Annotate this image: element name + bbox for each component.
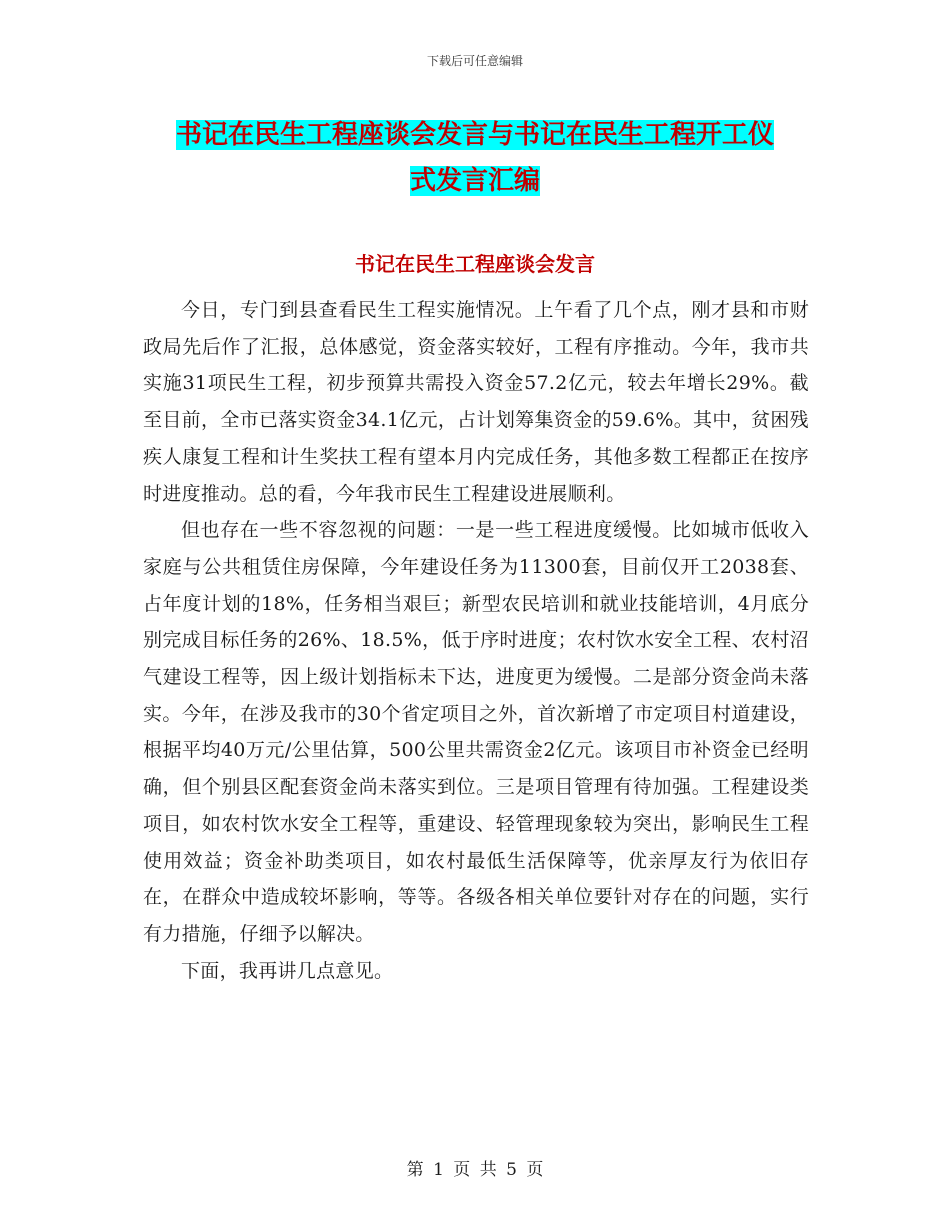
document-title-line-1: 书记在民生工程座谈会发言与书记在民生工程开工仪	[175, 120, 774, 150]
body-paragraph-3: 下面，我再讲几点意见。	[181, 959, 394, 982]
body-text	[143, 292, 809, 989]
page-number: 第 1 页 共 5 页	[406, 1160, 544, 1180]
document-title-line-2: 式发言汇编	[409, 166, 540, 196]
body-paragraph-2: 但也存在一些不容忽视的问题：一是一些工程进度缓慢。比如城市低收入家庭与公共租赁住房保障，今年建设任务为11300套，目前仅开工2038套、占年度计划的18%，任务相当艰巨；新型农民培训和就业技能培训，4月底分别完成目标任务的26%、18.5%，低于序时进度；农村饮水安全工程、农村沼气建设工程等，因上级计划指标未下达，进度更为缓慢。二是部分资金尚未落实。今年，在涉及我市的30个省定项目之外，首次新增了市定项目村道建设，根据平均40万元/公里估算，500公里共需资金2亿元。该项目市补资金已经明确，但个别县区配套资金尚未落实到位。三是项目管理有待加强。工程建设类项目，如农村饮水安全工程等，重建设、轻管理现象较为突出，影响民生工程使用效益；资金补助类项目，如农村最低生活保障等，优亲厚友行为依旧存在，在群众中造成较坏影响，等等。各级各相关单位要针对存在的问题，实行有力措施，仔细予以解决。	[143, 519, 809, 945]
document-title	[140, 112, 810, 204]
section-title: 书记在民生工程座谈会发言	[355, 252, 595, 276]
header-note: 下载后可任意编辑	[426, 54, 523, 68]
body-paragraph-1: 今日，专门到县查看民生工程实施情况。上午看了几个点，刚才县和市财政局先后作了汇报，总体感觉，资金落实较好，工程有序推动。今年，我市共实施31项民生工程，初步预算共需投入资金57.2亿元，较去年增长29%。截至目前，全市已落实资金34.1亿元，占计划筹集资金的59.6%。其中，贫困残疾人康复工程和计生奖扶工程有望本月内完成任务，其他多数工程都正在按序时进度推动。总的看，今年我市民生工程建设进展顺利。	[143, 299, 809, 505]
